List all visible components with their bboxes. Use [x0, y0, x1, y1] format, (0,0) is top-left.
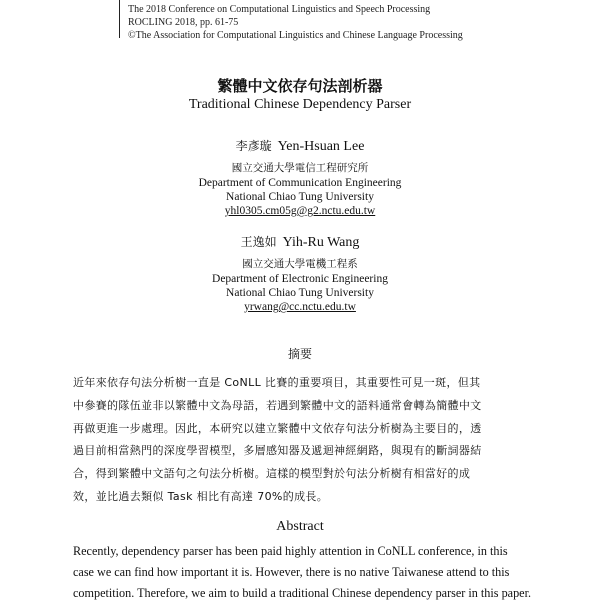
- author-name-zh: 王逸如: [240, 235, 277, 249]
- author-block-2: [0, 233, 600, 314]
- abstract-zh-line: 中參賽的隊伍並非以繁體中文為母語，若遇到繁體中文的語料通常會轉為簡體中文: [73, 398, 482, 412]
- author-name-en: Yen-Hsuan Lee: [277, 139, 365, 154]
- abstract-zh-body: [73, 372, 523, 509]
- abstract-en-heading: Abstract: [276, 519, 324, 534]
- abstract-en-line: case we can find how important it is. However, there is no native Taiwanese attend to this: [73, 565, 510, 579]
- abstract-zh-line: 過目前相當熱門的深度學習模型，多層感知器及遞迴神經網路，與現有的斷詞器結: [73, 444, 482, 458]
- author-name: [0, 137, 600, 156]
- header-line-conference: The 2018 Conference on Computational Linguistics and Speech Processing: [128, 4, 431, 15]
- abstract-en-line: competition. Therefore, we aim to build a traditional Chinese dependency parser in this paper.: [73, 586, 532, 600]
- author-block-1: [0, 137, 600, 218]
- email-link[interactable]: yrwang@cc.nctu.edu.tw: [244, 301, 356, 313]
- university: National Chiao Tung University: [226, 191, 374, 203]
- author-name: [0, 233, 600, 252]
- paper-title-zh: 繁體中文依存句法剖析器: [217, 77, 383, 95]
- abstract-zh-heading: 摘要: [287, 347, 312, 361]
- header-line-proceedings: ROCLING 2018, pp. 61-75: [128, 17, 239, 28]
- header-rule: [119, 0, 120, 38]
- abstract-en-body: [73, 541, 533, 604]
- abstract-zh-line: 效，並比過去類似 Task 相比有高達 70%的成長。: [73, 489, 329, 503]
- abstract-zh-line: 再做更進一步處理。因此，本研究以建立繁體中文依存句法分析樹為主要目的，透: [73, 421, 482, 435]
- university: National Chiao Tung University: [226, 287, 374, 299]
- author-name-zh: 李彥璇: [235, 139, 272, 153]
- author-name-en: Yih-Ru Wang: [282, 235, 360, 250]
- paper-title-en: Traditional Chinese Dependency Parser: [188, 97, 412, 112]
- header-line-copyright: ©The Association for Computational Linguistics and Chinese Language Processing: [128, 30, 463, 41]
- affiliation-zh: 國立交通大學電信工程研究所: [231, 162, 369, 174]
- abstract-zh-line: 合，得到繁體中文語句之句法分析樹。這樣的模型對於句法分析樹有相當好的成: [73, 467, 471, 481]
- abstract-zh-line: 近年來依存句法分析樹一直是 CoNLL 比賽的重要項目，其重要性可見一斑，但其: [73, 376, 481, 389]
- abstract-en-line: Recently, dependency parser has been paid highly attention in CoNLL conference, in this: [73, 544, 508, 558]
- affiliation-zh: 國立交通大學電機工程系: [242, 258, 358, 270]
- email-link[interactable]: yhl0305.cm05g@g2.nctu.edu.tw: [224, 205, 376, 217]
- conference-header: [128, 3, 463, 42]
- department: Department of Communication Engineering: [198, 177, 402, 189]
- department: Department of Electronic Engineering: [212, 273, 388, 285]
